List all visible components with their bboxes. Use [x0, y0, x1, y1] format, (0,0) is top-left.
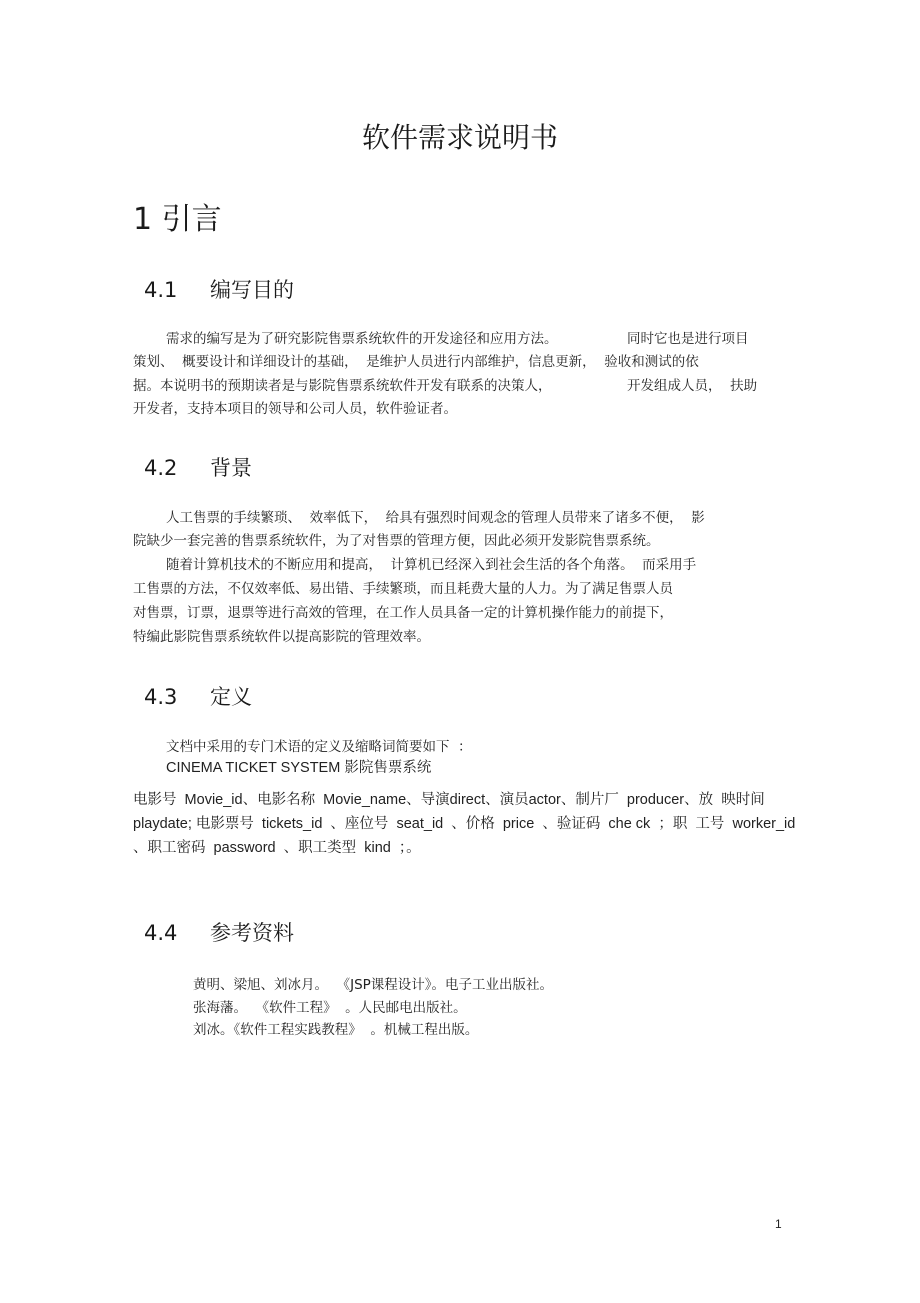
section-number: 4.1 [144, 278, 178, 302]
section-title: 背景 [210, 456, 252, 480]
paragraph-line: 据。本说明书的预期读者是与影院售票系统软件开发有联系的决策人， [133, 378, 552, 394]
section-number: 4.2 [144, 456, 178, 480]
paragraph-line: 工售票的方法，不仅效率低、易出错、手续繁琐，而且耗费大量的人力。为了满足售票人员 [133, 581, 673, 597]
definition-line: playdate; 电影票号 tickets_id 、座位号 seat_id 、价格 price 、验证码 che ck ；职 工号 worker_id [133, 816, 796, 832]
paragraph-line: 开发组成人员， 扶助 [627, 378, 758, 394]
definition-line: 、职工密码 password 、职工类型 kind ；。 [133, 840, 421, 856]
paragraph-line: 需求的编写是为了研究影院售票系统软件的开发途径和应用方法。 [166, 331, 558, 347]
section-heading-4-1 [144, 274, 294, 304]
reference-item: 黄明、梁旭、刘冰月。 《JSP课程设计》。电子工业出版社。 [193, 977, 554, 993]
paragraph-line: 特编此影院售票系统软件以提高影院的管理效率。 [133, 629, 430, 645]
reference-item: 张海藩。 《软件工程》 。人民邮电出版社。 [193, 1000, 467, 1016]
definition-line: 电影号 Movie_id、电影名称 Movie_name、导演direct、演员actor、制片厂 producer、放 映时间 [133, 792, 765, 808]
section-heading-4-4 [144, 917, 294, 947]
system-name: CINEMA TICKET SYSTEM 影院售票系统 [166, 760, 432, 776]
paragraph-line: 策划、 概要设计和详细设计的基础， 是维护人员进行内部维护，信息更新， 验收和测试的依 [133, 354, 699, 370]
paragraph-line: 开发者，支持本项目的领导和公司人员，软件验证者。 [133, 401, 457, 417]
section-title: 参考资料 [210, 921, 294, 945]
paragraph-line: 同时它也是进行项目 [627, 331, 749, 347]
section-heading-4-3 [144, 681, 252, 711]
chapter-heading: 1 引言 [133, 202, 222, 237]
page-number: 1 [775, 1217, 782, 1231]
document-title: 软件需求说明书 [361, 121, 558, 154]
paragraph-line: 人工售票的手续繁琐、 效率低下， 给具有强烈时间观念的管理人员带来了诸多不便， 影 [166, 510, 705, 526]
paragraph-line: 随着计算机技术的不断应用和提高， 计算机已经深入到社会生活的各个角落。 而采用手 [166, 557, 697, 573]
definition-intro: 文档中采用的专门术语的定义及缩略词简要如下 ： [166, 739, 472, 755]
paragraph-line: 对售票，订票，退票等进行高效的管理，在工作人员具备一定的计算机操作能力的前提下， [133, 605, 673, 621]
section-heading-4-2 [144, 452, 252, 482]
section-title: 定义 [210, 685, 252, 709]
section-title: 编写目的 [210, 278, 294, 302]
reference-item: 刘冰。《软件工程实践教程》 。机械工程出版。 [193, 1022, 479, 1038]
paragraph-line: 院缺少一套完善的售票系统软件，为了对售票的管理方便，因此必须开发影院售票系统。 [133, 533, 660, 549]
section-number: 4.3 [144, 685, 178, 709]
section-number: 4.4 [144, 921, 178, 945]
